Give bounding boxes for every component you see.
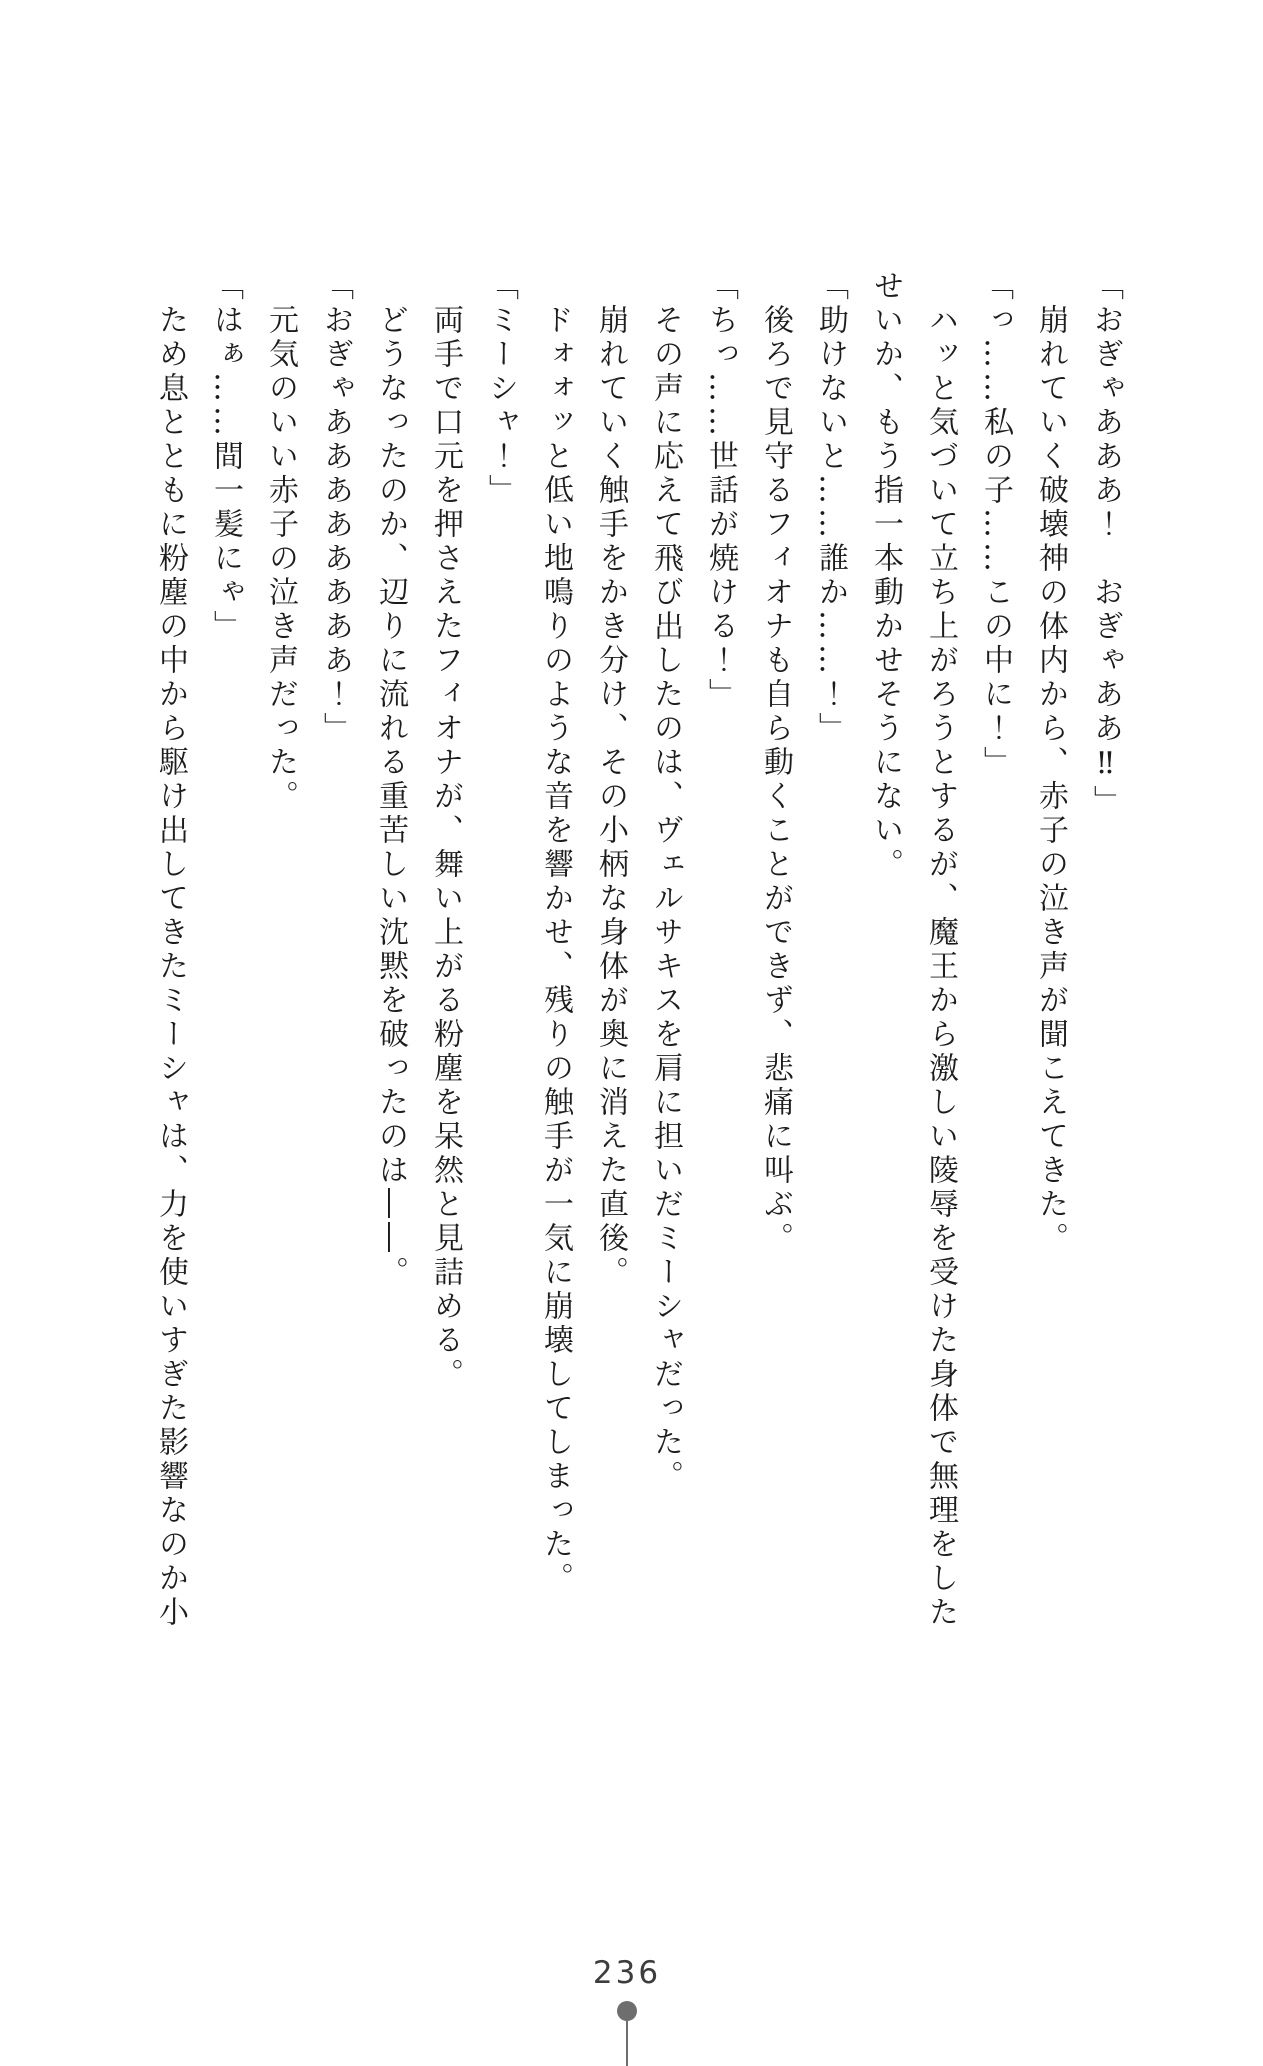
paragraph-4: ハッと気づいて立ち上がろうとするが、魔王から激しい陵辱を受けた身体で無理をしたせいか、もう指一本動かせそうにない。	[868, 270, 958, 1630]
paragraph-13: どうなったのか、辺りに流れる重苦しい沈黙を破ったのは――。	[373, 304, 408, 1290]
paragraph-16: 「はぁ……間一髪にゃ」	[208, 270, 243, 644]
paragraph-15: 元気のいい赤子の泣き声だった。	[263, 304, 298, 814]
paragraph-8: その声に応えて飛び出したのは、ヴェルサキスを肩に担いだミーシャだった。	[648, 304, 683, 1494]
paragraph-2: 崩れていく破壊神の体内から、赤子の泣き声が聞こえてきた。	[1033, 304, 1068, 1256]
paragraph-11: 「ミーシャ！」	[483, 270, 518, 508]
paragraph-7: 「ちっ……世話が焼ける！」	[703, 270, 738, 712]
paragraph-5: 「助けないと……誰か……！」	[813, 270, 848, 746]
ornament-line	[626, 2011, 628, 2066]
paragraph-3: 「っ……私の子……この中に！」	[978, 270, 1013, 780]
text-block	[143, 270, 1133, 1638]
page-number: 236	[592, 1955, 662, 1991]
paragraph-10: ドォォッと低い地鳴りのような音を響かせ、残りの触手が一気に崩壊してしまった。	[538, 304, 573, 1596]
paragraph-6: 後ろで見守るフィオナも自ら動くことができず、悲痛に叫ぶ。	[758, 304, 793, 1256]
paragraph-1: 「おぎゃあああ！ おぎゃああ‼」	[1088, 270, 1123, 819]
paragraph-12: 両手で口元を押さえたフィオナが、舞い上がる粉塵を呆然と見詰める。	[428, 304, 463, 1392]
paragraph-14: 「おぎゃああああああああ！」	[318, 270, 353, 746]
paragraph-9: 崩れていく触手をかき分け、その小柄な身体が奥に消えた直後。	[593, 304, 628, 1290]
paragraph-17: ため息とともに粉塵の中から駆け出してきたミーシャは、力を使いすぎた影響なのか小	[153, 304, 188, 1630]
